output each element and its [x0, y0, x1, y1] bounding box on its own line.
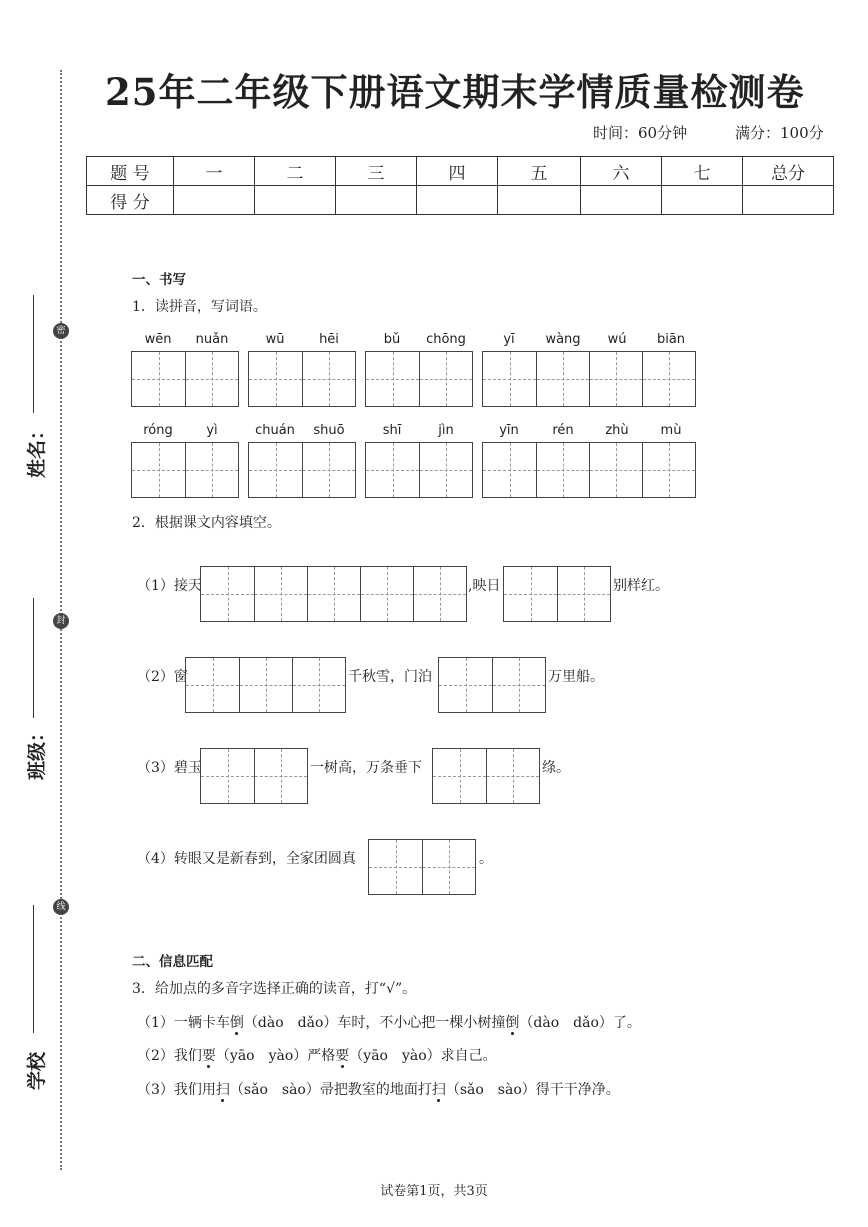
score-header-cell: 二	[255, 157, 336, 186]
pinyin-label: yì	[206, 423, 218, 438]
score-header-cell: 五	[498, 157, 581, 186]
score-header-row	[87, 157, 834, 186]
score-input-cell[interactable]	[662, 186, 743, 215]
pinyin-label: chōng	[426, 332, 466, 347]
score-input-cell[interactable]	[417, 186, 498, 215]
pinyin-label: wēn	[144, 332, 172, 347]
score-header-cell: 题 号	[87, 157, 174, 186]
section-heading: 二、信息匹配	[132, 954, 213, 970]
line-text: （1）一辆卡车	[137, 1015, 230, 1031]
pinyin-label: jìn	[438, 423, 454, 438]
writing-grid[interactable]	[482, 442, 696, 498]
pinyin-label: wú	[607, 332, 627, 347]
seal-mark-3: 线	[53, 899, 69, 915]
writing-grid[interactable]	[200, 748, 308, 804]
dotted-char: 倒	[505, 1012, 519, 1032]
line-text[interactable]: （yāo yào）求自己。	[349, 1048, 497, 1064]
pinyin-label: wàng	[545, 332, 581, 347]
pinyin-label: shuō	[313, 423, 345, 438]
pinyin-label: chuán	[255, 423, 295, 438]
pinyin-label: rén	[552, 423, 574, 438]
pinyin-label: yīn	[499, 423, 519, 438]
dotted-char: 要	[335, 1045, 349, 1065]
exam-title: 25年二年级下册语文期末学情质量检测卷	[105, 70, 805, 114]
line-text[interactable]: （dào dǎo）车时，不小心把一棵小树撞	[243, 1015, 506, 1031]
pinyin-label: yī	[503, 332, 515, 347]
fill-text: ,映日	[468, 578, 501, 594]
score-header-cell: 四	[417, 157, 498, 186]
score-header-cell: 一	[174, 157, 255, 186]
score-header-cell: 总分	[743, 157, 834, 186]
score-table	[86, 156, 834, 215]
writing-grid[interactable]	[503, 566, 611, 622]
line-text[interactable]: （sǎo sào）得干干净净。	[445, 1082, 620, 1098]
score-input-cell[interactable]	[581, 186, 662, 215]
writing-grid[interactable]	[365, 351, 473, 407]
line-text[interactable]: （sǎo sào）帚把教室的地面打	[229, 1082, 432, 1098]
exam-full-score: 满分：100分	[735, 124, 824, 142]
dotted-char: 扫	[432, 1079, 446, 1099]
dotted-char: 倒	[230, 1012, 244, 1032]
pinyin-label: zhù	[605, 423, 629, 438]
section-heading: 一、书写	[132, 272, 186, 288]
pinyin-label: hēi	[319, 332, 339, 347]
score-header-cell: 三	[336, 157, 417, 186]
seal-mark-1: 密	[53, 323, 69, 339]
line-text: （2）我们	[137, 1048, 202, 1064]
question-text: 1．读拼音，写词语。	[132, 299, 267, 315]
writing-grid[interactable]	[131, 351, 239, 407]
polyphone-line-3	[137, 1079, 620, 1099]
seal-mark-2: 封	[53, 613, 69, 629]
polyphone-line-1	[137, 1012, 641, 1032]
score-header-cell: 七	[662, 157, 743, 186]
page-footer: 试卷第1页，共3页	[380, 1184, 488, 1199]
question-text: 3．给加点的多音字选择正确的读音，打“√”。	[132, 981, 417, 997]
fill-text: （1）接天	[137, 578, 202, 594]
pinyin-label: wū	[265, 332, 285, 347]
pinyin-label: mù	[660, 423, 682, 438]
fill-text: （3）碧玉	[137, 760, 202, 776]
fill-text: 千秋雪，门泊	[348, 669, 432, 685]
name-label: 姓名：	[26, 420, 48, 478]
name-underline	[33, 295, 34, 413]
score-input-cell[interactable]	[743, 186, 834, 215]
score-value-row	[87, 186, 834, 215]
line-text[interactable]: （dào dǎo）了。	[519, 1015, 641, 1031]
writing-grid[interactable]	[200, 566, 467, 622]
fill-text: 绦。	[542, 760, 570, 776]
line-text[interactable]: （yāo yào）严格	[215, 1048, 336, 1064]
writing-grid[interactable]	[438, 657, 546, 713]
writing-grid[interactable]	[248, 351, 356, 407]
fill-text: （2）窗	[137, 669, 188, 685]
fill-text: 一树高，万条垂下	[310, 760, 422, 776]
fill-text: 万里船。	[548, 669, 604, 685]
question-text: 2．根据课文内容填空。	[132, 515, 281, 531]
score-input-cell[interactable]	[498, 186, 581, 215]
score-input-cell[interactable]	[336, 186, 417, 215]
class-label: 班级：	[26, 722, 48, 780]
fill-text: 别样红。	[613, 578, 669, 594]
pinyin-label: róng	[143, 423, 173, 438]
writing-grid[interactable]	[185, 657, 346, 713]
writing-grid[interactable]	[432, 748, 540, 804]
dotted-char: 要	[202, 1045, 216, 1065]
school-label: 学校	[26, 1051, 48, 1090]
pinyin-label: biān	[656, 332, 686, 347]
pinyin-label: nuǎn	[195, 332, 229, 347]
fill-text: 。	[479, 851, 493, 867]
pinyin-label: bǔ	[383, 332, 401, 347]
polyphone-line-2	[137, 1045, 497, 1065]
score-input-cell[interactable]	[255, 186, 336, 215]
school-underline	[33, 905, 34, 1033]
score-row-label: 得 分	[87, 186, 174, 215]
fill-text: （4）转眼又是新春到，全家团圆真	[137, 851, 356, 867]
class-underline	[33, 598, 34, 718]
dotted-char: 扫	[216, 1079, 230, 1099]
exam-time: 时间：60分钟	[593, 124, 688, 142]
writing-grid[interactable]	[368, 839, 476, 895]
writing-grid[interactable]	[248, 442, 356, 498]
writing-grid[interactable]	[365, 442, 473, 498]
score-input-cell[interactable]	[174, 186, 255, 215]
writing-grid[interactable]	[131, 442, 239, 498]
pinyin-label: shī	[382, 423, 402, 438]
score-header-cell: 六	[581, 157, 662, 186]
writing-grid[interactable]	[482, 351, 696, 407]
line-text: （3）我们用	[137, 1082, 216, 1098]
